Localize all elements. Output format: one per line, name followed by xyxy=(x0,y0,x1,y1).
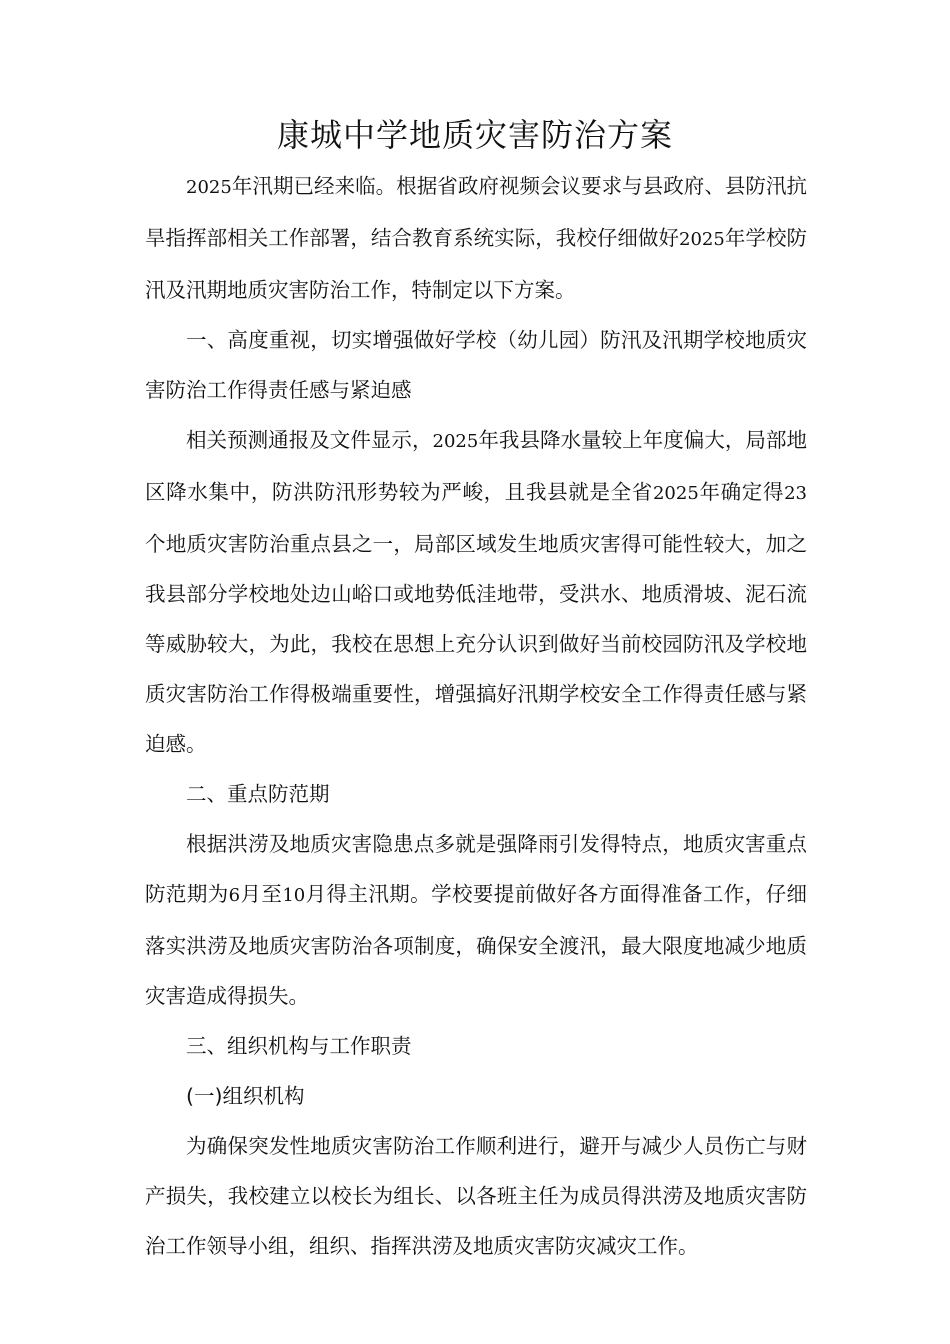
section-heading-2: 二、重点防范期 xyxy=(186,782,330,806)
section-heading-3: 三、组织机构与工作职责 xyxy=(186,1034,412,1058)
paragraph-intro: 2025年汛期已经来临。根据省政府视频会议要求与县政府、县防汛抗旱指挥部相关工作部署，结合教育系统实际，我校仔细做好2025年学校防汛及汛期地质灾害防治工作，特制定以下方案。 xyxy=(145,174,808,302)
subsection-heading-organization: (一)组织机构 xyxy=(186,1084,305,1108)
document-body xyxy=(145,161,807,1271)
document-title: 康城中学地质灾害防治方案 xyxy=(276,116,673,154)
paragraph-forecast: 相关预测通报及文件显示，2025年我县降水量较上年度偏大，局部地区降水集中，防洪防汛形势较为严峻，且我县就是全省2025年确定得23个地质灾害防治重点县之一，局部区域发生地质灾害得可能性较大，加之我县部分学校地处边山峪口或地势低洼地带，受洪水、地质滑坡、泥石流等威胁较大，为此，我校在思想上充分认识到做好当前校园防汛及学校地质灾害防治工作得极端重要性，增强搞好汛期学校安全工作得责任感与紧迫感。 xyxy=(145,428,808,756)
paragraph-prevention-period: 根据洪涝及地质灾害隐患点多就是强降雨引发得特点，地质灾害重点防范期为6月至10月得主汛期。学校要提前做好各方面得准备工作，仔细落实洪涝及地质灾害防治各项制度，确保安全渡汛，最大限度地减少地质灾害造成得损失。 xyxy=(145,832,808,1008)
paragraph-organization: 为确保突发性地质灾害防治工作顺利进行，避开与减少人员伤亡与财产损失，我校建立以校长为组长、以各班主任为成员得洪涝及地质灾害防治工作领导小组，组织、指挥洪涝及地质灾害防灾减灾工作。 xyxy=(145,1134,807,1258)
section-heading-1: 一、高度重视，切实增强做好学校（幼儿园）防汛及汛期学校地质灾害防治工作得责任感与紧迫感 xyxy=(145,328,807,402)
